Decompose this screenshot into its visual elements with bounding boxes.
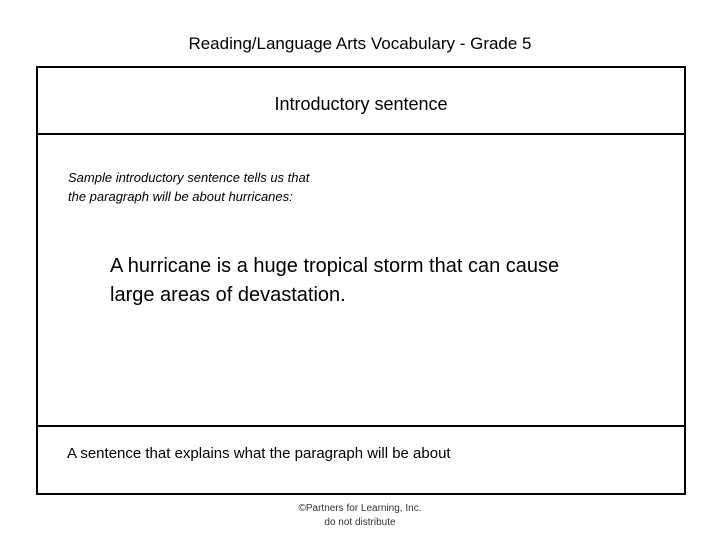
example-line: A hurricane is a huge tropical storm that can cause	[110, 255, 560, 277]
sample-note-line: the paragraph will be about hurricanes:	[68, 189, 293, 204]
sample-note	[68, 168, 388, 206]
copyright-line: ©Partners for Learning, Inc.	[298, 503, 422, 514]
sample-note-line: Sample introductory sentence tells us that	[68, 170, 310, 185]
page-title: Reading/Language Arts Vocabulary - Grade 5	[188, 34, 532, 53]
copyright-notice	[0, 502, 720, 530]
card-footer	[38, 425, 684, 495]
card-body	[38, 135, 684, 425]
vocabulary-card	[36, 66, 686, 495]
vocabulary-term: Introductory sentence	[274, 94, 448, 114]
example-line: large areas of devastation.	[110, 284, 346, 306]
card-header	[38, 68, 684, 135]
example-sentence	[110, 252, 630, 310]
definition-text: A sentence that explains what the paragraph will be about	[67, 445, 451, 462]
distribution-notice: do not distribute	[324, 517, 396, 528]
